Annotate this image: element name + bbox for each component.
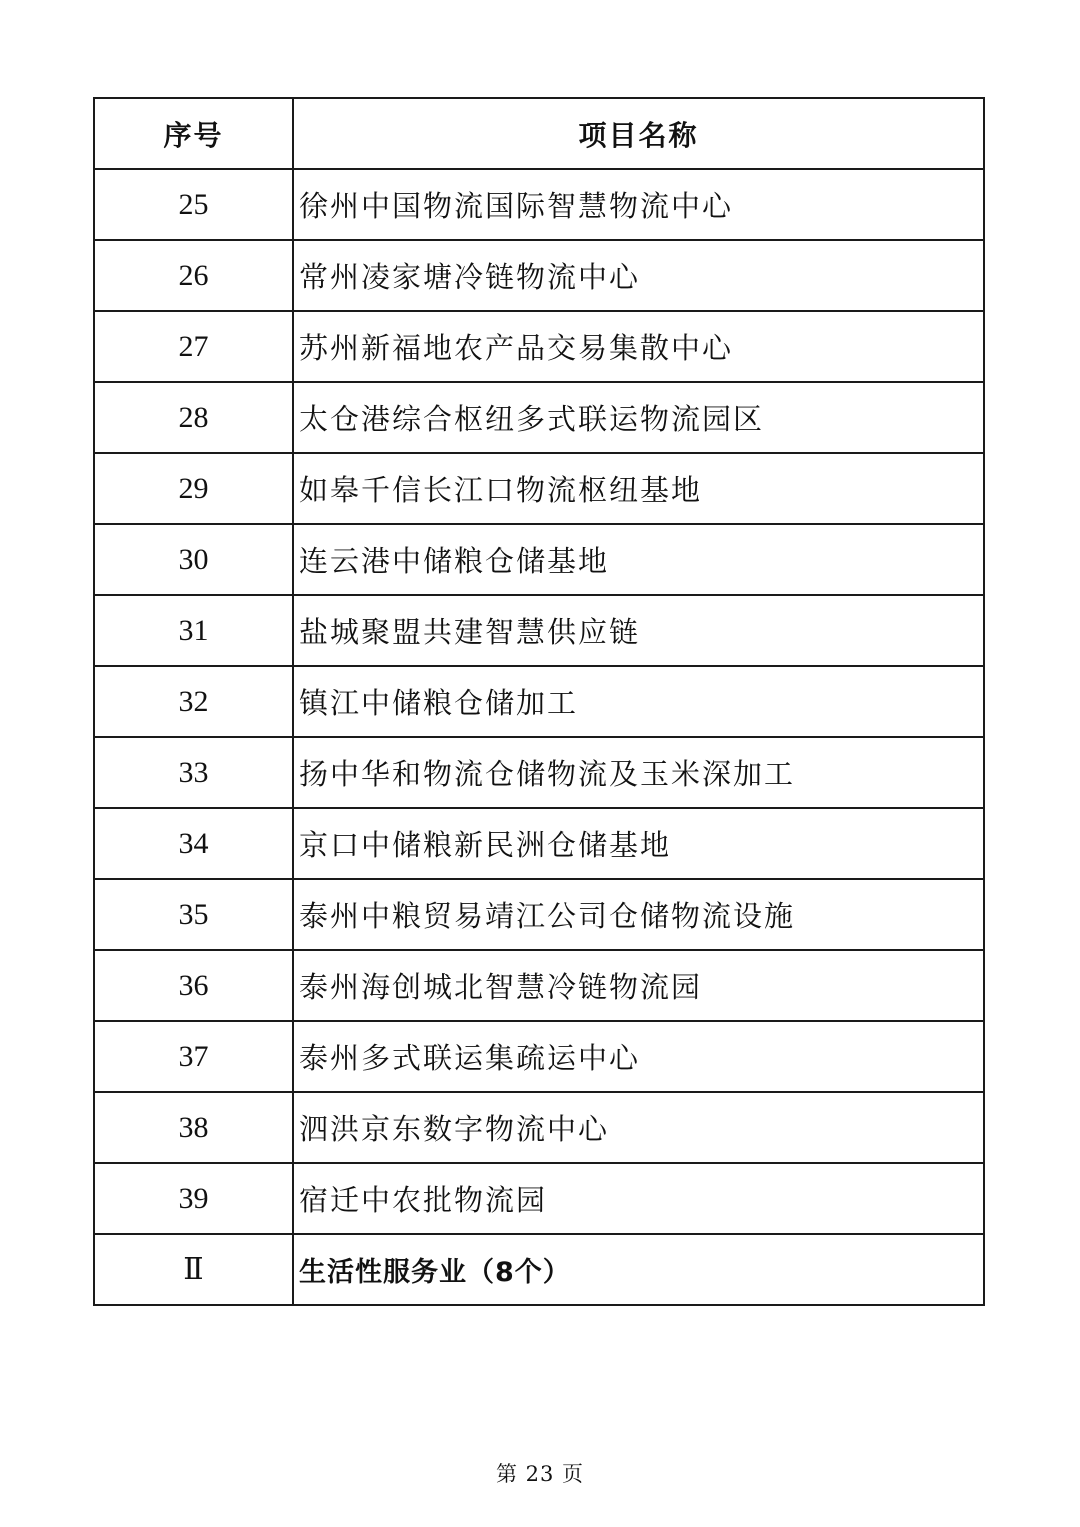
row-number: 27: [94, 311, 293, 382]
row-name: 宿迁中农批物流园: [293, 1163, 984, 1234]
table-row: [94, 169, 984, 240]
row-name: 泰州多式联运集疏运中心: [293, 1021, 984, 1092]
row-name: 镇江中储粮仓储加工: [293, 666, 984, 737]
row-number: 26: [94, 240, 293, 311]
row-name: 泰州中粮贸易靖江公司仓储物流设施: [293, 879, 984, 950]
row-number: 34: [94, 808, 293, 879]
row-name: 泰州海创城北智慧冷链物流园: [293, 950, 984, 1021]
row-name: 如皋千信长江口物流枢纽基地: [293, 453, 984, 524]
section-row: [94, 1234, 984, 1305]
table-row: [94, 808, 984, 879]
row-name: 泗洪京东数字物流中心: [293, 1092, 984, 1163]
row-name: 苏州新福地农产品交易集散中心: [293, 311, 984, 382]
row-number: 39: [94, 1163, 293, 1234]
row-number: 30: [94, 524, 293, 595]
row-name: 常州凌家塘冷链物流中心: [293, 240, 984, 311]
row-number: 25: [94, 169, 293, 240]
section-number: Ⅱ: [94, 1234, 293, 1305]
row-name: 盐城聚盟共建智慧供应链: [293, 595, 984, 666]
page-number: 第 23 页: [495, 1462, 585, 1486]
row-number: 28: [94, 382, 293, 453]
row-number: 35: [94, 879, 293, 950]
project-table: [93, 97, 985, 1306]
table-row: [94, 879, 984, 950]
section-title: 生活性服务业（8个）: [293, 1234, 984, 1305]
row-number: 33: [94, 737, 293, 808]
table-row: [94, 524, 984, 595]
table-row: [94, 737, 984, 808]
table-row: [94, 1163, 984, 1234]
table-row: [94, 1021, 984, 1092]
row-name: 京口中储粮新民洲仓储基地: [293, 808, 984, 879]
table-row: [94, 1092, 984, 1163]
table-row: [94, 950, 984, 1021]
row-number: 31: [94, 595, 293, 666]
table-row: [94, 311, 984, 382]
row-name: 徐州中国物流国际智慧物流中心: [293, 169, 984, 240]
row-name: 扬中华和物流仓储物流及玉米深加工: [293, 737, 984, 808]
table-row: [94, 240, 984, 311]
table-row: [94, 595, 984, 666]
row-name: 连云港中储粮仓储基地: [293, 524, 984, 595]
row-number: 37: [94, 1021, 293, 1092]
row-number: 38: [94, 1092, 293, 1163]
table-row: [94, 666, 984, 737]
row-number: 32: [94, 666, 293, 737]
table-row: [94, 382, 984, 453]
row-number: 36: [94, 950, 293, 1021]
header-number: 序号: [94, 98, 293, 169]
header-name: 项目名称: [293, 98, 984, 169]
row-number: 29: [94, 453, 293, 524]
table-header-row: [94, 98, 984, 169]
row-name: 太仓港综合枢纽多式联运物流园区: [293, 382, 984, 453]
table-row: [94, 453, 984, 524]
